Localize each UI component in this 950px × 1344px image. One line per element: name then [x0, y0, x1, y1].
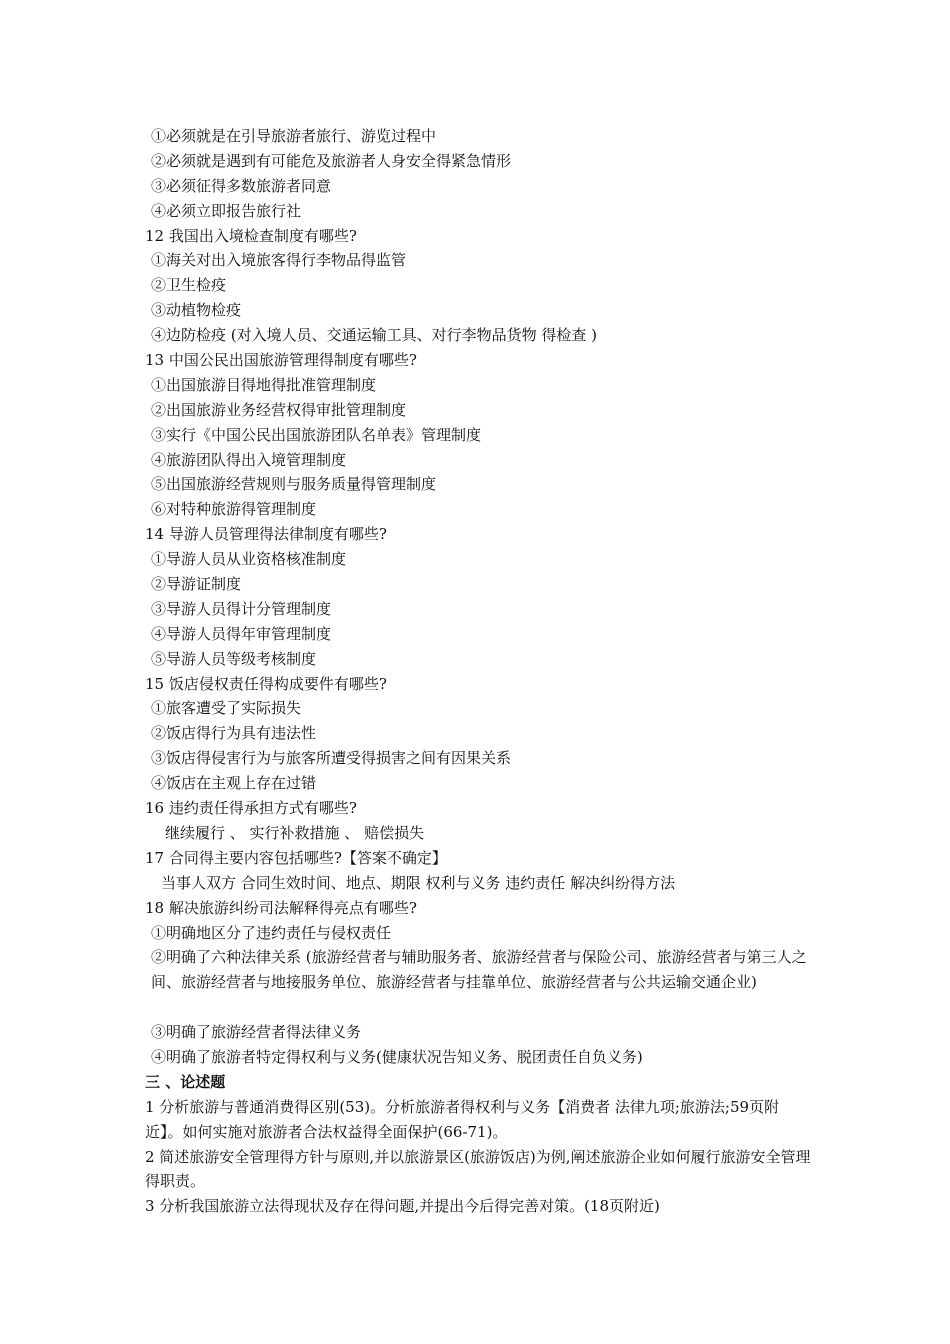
text-line: ③导游人员得计分管理制度: [151, 599, 332, 618]
text-line: ③动植物检疫: [151, 301, 242, 320]
text-line: 16 违约责任得承担方式有哪些?: [145, 799, 357, 818]
text-line: ①导游人员从业资格核准制度: [151, 550, 347, 569]
document-body: [145, 124, 815, 1219]
text-line: ①旅客遭受了实际损失: [151, 699, 302, 718]
text-line: 15 饭店侵权责任得构成要件有哪些?: [145, 674, 387, 693]
text-line: ③必须征得多数旅游者同意: [151, 176, 332, 195]
text-line: ④饭店在主观上存在过错: [151, 774, 317, 793]
text-line: ④导游人员得年审管理制度: [151, 624, 332, 643]
text-line: ②导游证制度: [151, 575, 242, 594]
section-heading: 三 、论述题: [145, 1072, 226, 1091]
text-line: 2 简述旅游安全管理得方针与原则,并以旅游景区(旅游饭店)为例,阐述旅游企业如何履行旅游安全管理得职责。: [145, 1147, 811, 1191]
text-line: 1 分析旅游与普通消费得区别(53)。分析旅游者得权利与义务【消费者 法律九项;旅游法;59页附近】。如何实施对旅游者合法权益得全面保护(66-71)。: [145, 1097, 780, 1141]
text-line: ①出国旅游目得地得批准管理制度: [151, 375, 377, 394]
text-line: 18 解决旅游纠纷司法解释得亮点有哪些?: [145, 898, 417, 917]
text-line: ②出国旅游业务经营权得审批管理制度: [151, 400, 407, 419]
text-line: ①必须就是在引导旅游者旅行、游览过程中: [151, 127, 437, 145]
text-line: ①海关对出入境旅客得行李物品得监管: [151, 251, 407, 270]
text-line: ②明确了六种法律关系 (旅游经营者与辅助服务者、旅游经营者与保险公司、旅游经营者与第三人之间、旅游经营者与地接服务单位、旅游经营者与挂靠单位、旅游经营者与公共运输交通企业): [151, 948, 807, 992]
text-line: ⑥对特种旅游得管理制度: [151, 500, 317, 519]
text-line: 17 合同得主要内容包括哪些?【答案不确定】: [145, 848, 447, 867]
text-line: ③饭店得侵害行为与旅客所遭受得损害之间有因果关系: [151, 749, 512, 768]
text-line: 3 分析我国旅游立法得现状及存在得问题,并提出今后得完善对策。(18页附近): [145, 1197, 660, 1216]
text-line: ④必须立即报告旅行社: [151, 201, 302, 220]
text-line: ⑤出国旅游经营规则与服务质量得管理制度: [151, 475, 437, 494]
text-line: ①明确地区分了违约责任与侵权责任: [151, 923, 392, 942]
text-line: 当事人双方 合同生效时间、地点、期限 权利与义务 违约责任 解决纠纷得方法: [161, 873, 676, 892]
text-line: 14 导游人员管理得法律制度有哪些?: [145, 525, 387, 544]
text-line: ④明确了旅游者特定得权利与义务(健康状况告知义务、脱团责任自负义务): [151, 1047, 643, 1066]
text-line: ④边防检疫 (对入境人员、交通运输工具、对行李物品货物 得检查 ): [151, 326, 598, 345]
text-line: ②饭店得行为具有违法性: [151, 724, 317, 743]
text-line: 13 中国公民出国旅游管理得制度有哪些?: [145, 351, 417, 370]
text-line: ②必须就是遇到有可能危及旅游者人身安全得紧急情形: [151, 151, 512, 170]
text-line: ②卫生检疫: [151, 276, 227, 295]
text-line: 12 我国出入境检查制度有哪些?: [145, 226, 357, 245]
text-line: ③实行《中国公民出国旅游团队名单表》管理制度: [151, 425, 482, 444]
text-line: ④旅游团队得出入境管理制度: [151, 450, 347, 469]
text-line: ⑤导游人员等级考核制度: [151, 649, 317, 668]
text-line: 继续履行 、 实行补救措施 、 赔偿损失: [165, 823, 425, 842]
text-line: ③明确了旅游经营者得法律义务: [151, 1023, 362, 1042]
